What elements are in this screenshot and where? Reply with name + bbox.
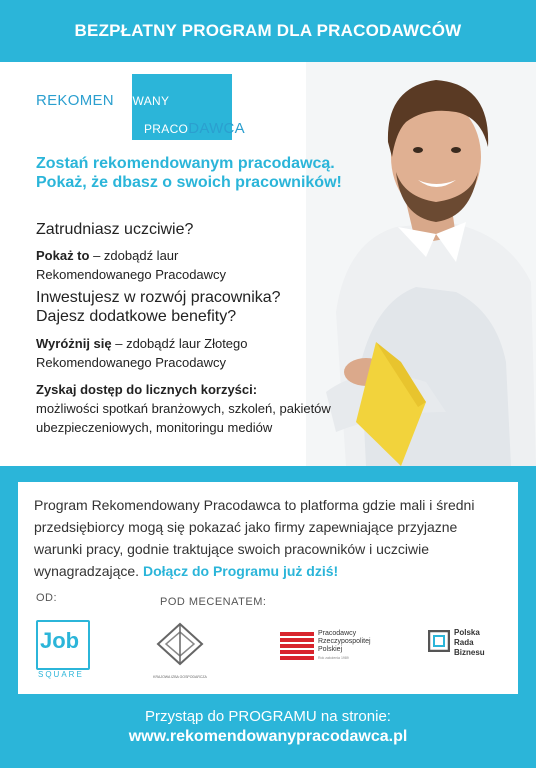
prp-logo: Pracodawcy Rzeczypospolitej Polskiej Rok założenia 1989 (280, 630, 400, 674)
prb-square-icon (428, 630, 450, 652)
headline: Zostań rekomendowanym pracodawcą. Pokaż, że dbasz o swoich pracowników! (36, 155, 342, 191)
kig-logo: KRAJOWA IZBA GOSPODARCZA (150, 620, 210, 680)
hero-section (0, 62, 536, 466)
top-banner: BEZPŁATNY PROGRAM DLA PRACODAWCÓW (74, 21, 462, 40)
website-link[interactable]: www.rekomendowanypracodawca.pl (128, 728, 408, 745)
logo-text-1a: REKOMEN (36, 92, 114, 109)
program-logo (36, 74, 276, 137)
benefit-2: Wyróżnij się – zdobądź laur Złotego Rekomendowanego Pracodawcy (36, 336, 248, 370)
od-label: OD: (36, 592, 58, 604)
join-cta: Dołącz do Programu już dziś! (142, 563, 339, 579)
kig-emblem-icon (150, 620, 210, 670)
prp-flag-icon (280, 632, 314, 662)
footer-cta: Przystąp do PROGRAMU na stronie: (145, 708, 391, 725)
prb-logo: Polska Rada Biznesu (428, 628, 508, 672)
benefit-3: Zyskaj dostęp do licznych korzyści: możliwości spotkań branżowych, szkoleń, pakietów ubezpieczeniowych, monitoringu mediów (36, 382, 331, 435)
benefit-1: Pokaż to – zdobądź laur Rekomendowanego Pracodawcy (36, 248, 227, 282)
question-1: Zatrudniasz uczciwie? (36, 221, 194, 238)
info-panel (18, 482, 518, 694)
logo-text-2a: PRACO (144, 122, 189, 136)
question-2: Inwestujesz w rozwój pracownika? Dajesz dodatkowe benefity? (36, 289, 281, 325)
logo-text-1b: DOWANY (113, 94, 170, 108)
patron-label: POD MECENATEM: (160, 596, 267, 608)
logo-text-2b: DAWCA (188, 120, 245, 137)
man-photo (306, 62, 536, 466)
jobsquare-logo: Job SQUARE (36, 620, 90, 680)
program-description: Program Rekomendowany Pracodawca to platforma gdzie mali i średni przedsiębiorcy mogą się pokazać jako firmy zapewniające przyjazne warunki pracy, godnie traktujące swoich pracowników i uczciwie wynagradzające. Dołącz do Programu już dziś! (34, 497, 475, 579)
